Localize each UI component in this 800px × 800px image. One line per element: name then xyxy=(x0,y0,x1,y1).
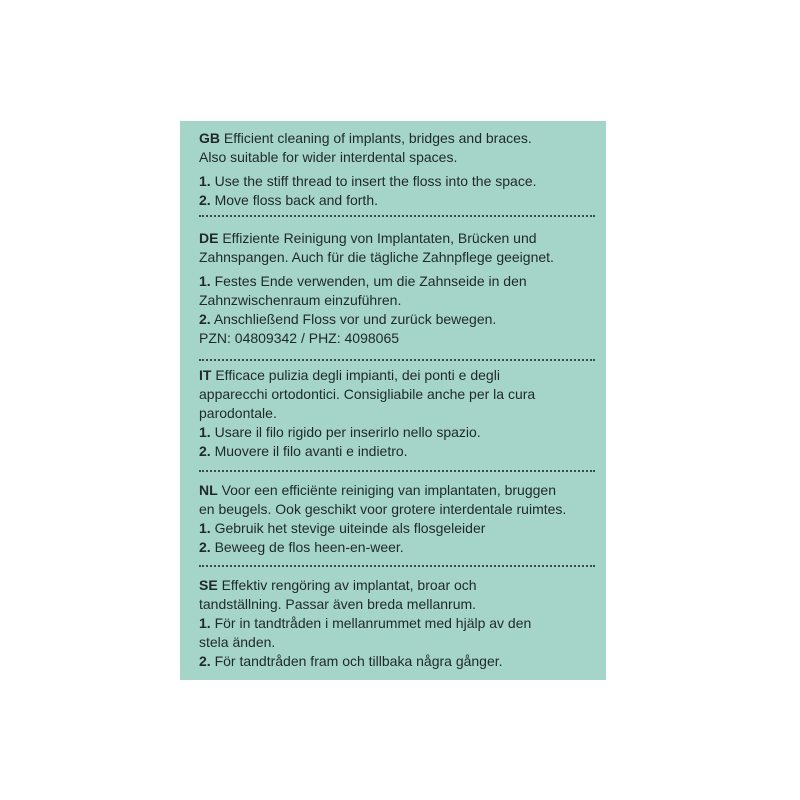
product-label-panel xyxy=(180,121,606,680)
step-text: Beweeg de flos heen-en-weer. xyxy=(214,539,404,555)
step-number: 2. xyxy=(199,443,211,459)
step-number: 1. xyxy=(199,424,211,440)
section-de xyxy=(199,229,599,348)
step-1-continued: Zahnzwischenraum einzuführen. xyxy=(199,292,402,308)
step-number: 2. xyxy=(199,653,211,669)
section-it xyxy=(199,366,599,461)
step-text: Festes Ende verwenden, um die Zahnseide in den xyxy=(214,273,527,289)
section-divider xyxy=(199,215,595,217)
language-code: SE xyxy=(199,577,218,593)
step-text: Gebruik het stevige uiteinde als flosgeleider xyxy=(214,520,486,536)
step-1 xyxy=(199,423,599,442)
step-number: 1. xyxy=(199,173,211,189)
section-gb xyxy=(199,129,599,210)
step-number: 2. xyxy=(199,311,211,327)
section-divider xyxy=(199,565,595,567)
intro-text: Efficace pulizia degli impianti, dei ponti e degli xyxy=(215,367,500,383)
step-2 xyxy=(199,538,599,557)
section-divider xyxy=(199,359,595,361)
step-number: 2. xyxy=(199,192,211,208)
step-1 xyxy=(199,519,599,538)
step-number: 1. xyxy=(199,615,211,631)
step-2 xyxy=(199,442,599,461)
step-text: Muovere il filo avanti e indietro. xyxy=(214,443,408,459)
section-intro-line xyxy=(199,481,599,500)
step-1 xyxy=(199,272,599,291)
language-code: NL xyxy=(199,482,218,498)
step-text: För tandtråden fram och tillbaka några gånger. xyxy=(214,653,503,669)
section-intro-line xyxy=(199,576,599,595)
step-1-continued: stela änden. xyxy=(199,634,276,650)
section-intro-line: Zahnspangen. Auch für die tägliche Zahnpflege geeignet. xyxy=(199,249,554,265)
intro-text: Effiziente Reinigung von Implantaten, Brücken und xyxy=(222,230,537,246)
step-text: Anschließend Floss vor und zurück bewegen. xyxy=(213,311,497,327)
language-code: GB xyxy=(199,130,220,146)
section-intro-line xyxy=(199,229,599,248)
section-intro-line: parodontale. xyxy=(199,405,277,421)
product-codes: PZN: 04809342 / PHZ: 4098065 xyxy=(199,330,400,346)
section-intro-line xyxy=(199,366,599,385)
step-text: För in tandtråden i mellanrummet med hjälp av den xyxy=(214,615,532,631)
step-text: Use the stiff thread to insert the floss into the space. xyxy=(214,173,537,189)
intro-text: Efficient cleaning of implants, bridges and braces. xyxy=(223,130,532,146)
section-intro-line: tandställning. Passar även breda mellanrum. xyxy=(199,596,477,612)
section-intro-line xyxy=(199,129,599,148)
step-number: 1. xyxy=(199,273,211,289)
section-se xyxy=(199,576,599,671)
step-2 xyxy=(199,191,599,210)
section-intro-line: en beugels. Ook geschikt voor grotere interdentale ruimtes. xyxy=(199,501,567,517)
step-1 xyxy=(199,614,599,633)
step-2 xyxy=(199,310,599,329)
intro-text: Effektiv rengöring av implantat, broar och xyxy=(221,577,477,593)
section-nl xyxy=(199,481,599,557)
step-1 xyxy=(199,172,599,191)
section-intro-line: Also suitable for wider interdental spaces. xyxy=(199,149,458,165)
language-code: DE xyxy=(199,230,219,246)
language-code: IT xyxy=(199,367,212,383)
step-number: 1. xyxy=(199,520,211,536)
step-2 xyxy=(199,652,599,671)
step-text: Usare il filo rigido per inserirlo nello spazio. xyxy=(214,424,481,440)
section-divider xyxy=(199,470,595,472)
section-intro-line: apparecchi ortodontici. Consigliabile anche per la cura xyxy=(199,386,536,402)
step-number: 2. xyxy=(199,539,211,555)
step-text: Move floss back and forth. xyxy=(214,192,378,208)
intro-text: Voor een efficiënte reiniging van implantaten, bruggen xyxy=(221,482,556,498)
